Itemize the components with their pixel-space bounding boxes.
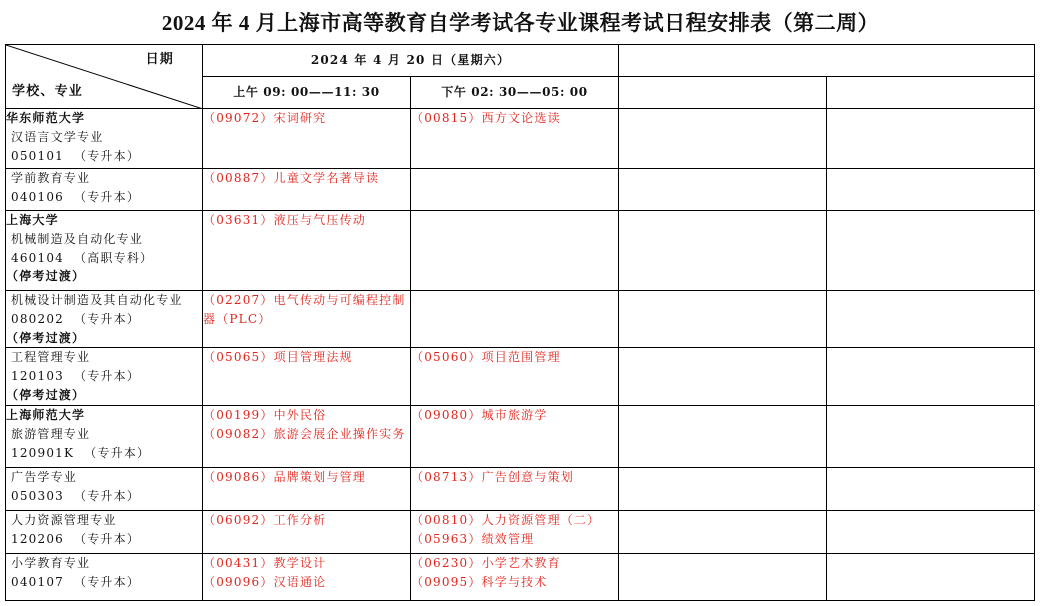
empty-cell: [827, 348, 1035, 406]
course-entry: （05060）项目范围管理: [411, 350, 561, 365]
empty-cell: [827, 468, 1035, 511]
school-axis-label: 学校、专业: [12, 84, 84, 100]
school-major-cell: [6, 468, 203, 511]
major-code-line: [11, 573, 202, 592]
header-row-date: [6, 45, 1035, 77]
school-major-cell: [6, 169, 203, 211]
afternoon-cell: [411, 406, 619, 468]
school-major-cell: [6, 109, 203, 169]
empty-cell: [827, 554, 1035, 601]
table-row: [6, 406, 1035, 468]
empty-cell: [619, 109, 827, 169]
empty-cell: [827, 291, 1035, 348]
morning-cell: [203, 109, 411, 169]
empty-cell: [619, 554, 827, 601]
major-code: 050101: [11, 148, 65, 163]
table-row: [6, 348, 1035, 406]
course-entry: （06230）小学艺术教育: [411, 556, 561, 571]
empty-cell: [619, 211, 827, 291]
table-row: [6, 109, 1035, 169]
afternoon-cell: [411, 291, 619, 348]
course-entry: （09096）汉语通论: [203, 575, 327, 590]
empty-cell: [619, 291, 827, 348]
empty-header-cell: [827, 77, 1035, 109]
major-code-line: [11, 487, 202, 506]
course-entry: （06092）工作分析: [203, 513, 327, 528]
major-level: （专升本）: [84, 445, 151, 460]
exam-date-header: 2024 年 4 月 20 日（星期六）: [203, 45, 619, 77]
morning-slot-header: 上午 09: 00——11: 30: [203, 77, 411, 109]
course-entry: （03631）液压与气压传动: [203, 213, 366, 227]
transition-note: （停考过渡）: [6, 269, 86, 284]
empty-cell: [619, 348, 827, 406]
table-row: [6, 169, 1035, 211]
course-entry: （09095）科学与技术: [411, 575, 548, 590]
course-entry: （09072）宋词研究: [203, 111, 327, 125]
empty-cell: [619, 511, 827, 554]
major-name: 旅游管理专业: [11, 427, 91, 442]
course-entry: （09086）品牌策划与管理: [203, 470, 366, 485]
major-name: 广告学专业: [11, 470, 78, 485]
major-level: （专升本）: [74, 189, 141, 204]
major-code-line: [11, 530, 202, 549]
major-level: （专升本）: [74, 575, 141, 590]
major-code: 050303: [11, 489, 65, 504]
course-entry: （00199）中外民俗: [203, 408, 327, 423]
empty-cell: [619, 468, 827, 511]
course-entry: （02207）电气传动与可编程控制器（PLC）: [203, 293, 406, 326]
transition-note: （停考过渡）: [6, 387, 86, 402]
major-code: 120103: [11, 369, 65, 384]
major-code: 040106: [11, 189, 65, 204]
school-name: 华东师范大学: [6, 111, 86, 125]
empty-cell: [827, 169, 1035, 211]
schedule-table: [5, 44, 1035, 601]
morning-cell: [203, 406, 411, 468]
major-level: （专升本）: [74, 489, 141, 504]
course-entry: （09080）城市旅游学: [411, 408, 548, 423]
major-name: 汉语言文学专业: [11, 129, 104, 144]
morning-cell: [203, 169, 411, 211]
empty-cell: [827, 406, 1035, 468]
school-name: 上海师范大学: [6, 408, 86, 423]
major-name: 小学教育专业: [11, 556, 91, 571]
empty-cell: [827, 511, 1035, 554]
empty-cell: [619, 406, 827, 468]
morning-cell: [203, 291, 411, 348]
page-title: 2024 年 4 月上海市高等教育自学考试各专业课程考试日程安排表（第二周）: [161, 11, 880, 35]
major-code: 120206: [11, 532, 65, 547]
course-entry: （08713）广告创意与策划: [411, 470, 574, 485]
course-entry: （00815）西方文论选读: [411, 111, 561, 125]
empty-cell: [619, 169, 827, 211]
major-code-line: [11, 367, 202, 386]
course-entry: （00431）教学设计: [203, 556, 327, 571]
major-level: （专升本）: [74, 148, 141, 163]
school-major-cell: [6, 406, 203, 468]
table-row: [6, 291, 1035, 348]
school-name: 上海大学: [6, 213, 59, 227]
table-row: [6, 211, 1035, 291]
school-major-cell: [6, 348, 203, 406]
course-entry: （05963）绩效管理: [411, 532, 535, 547]
afternoon-cell: [411, 109, 619, 169]
empty-cell: [827, 109, 1035, 169]
course-entry: （00887）儿童文学名著导读: [203, 171, 380, 185]
empty-cell: [827, 211, 1035, 291]
major-code-line: [11, 188, 202, 207]
major-code: 120901K: [11, 445, 75, 460]
morning-cell: [203, 511, 411, 554]
corner-header-cell: [6, 45, 203, 109]
transition-note: （停考过渡）: [6, 330, 86, 345]
course-entry: （09082）旅游会展企业操作实务: [203, 427, 406, 442]
date-axis-label: 日期: [145, 52, 174, 67]
afternoon-cell: [411, 211, 619, 291]
major-code: 080202: [11, 311, 65, 326]
major-code: 040107: [11, 575, 65, 590]
school-major-cell: [6, 511, 203, 554]
morning-cell: [203, 348, 411, 406]
major-code-line: [11, 444, 202, 463]
school-major-cell: [6, 211, 203, 291]
major-level: （专升本）: [74, 369, 141, 384]
major-name: 机械制造及自动化专业: [11, 231, 144, 246]
major-name: 机械设计制造及其自动化专业: [11, 293, 183, 307]
afternoon-cell: [411, 169, 619, 211]
major-code-line: [11, 249, 202, 268]
table-row: [6, 468, 1035, 511]
course-entry: （05065）项目管理法规: [203, 350, 353, 365]
empty-header-cell: [619, 77, 827, 109]
course-entry: （00810）人力资源管理（二）: [411, 513, 601, 528]
major-level: （专升本）: [74, 532, 141, 547]
afternoon-cell: [411, 554, 619, 601]
table-row: [6, 554, 1035, 601]
major-level: （专升本）: [74, 311, 141, 326]
morning-cell: [203, 468, 411, 511]
major-code-line: [11, 310, 202, 329]
afternoon-cell: [411, 511, 619, 554]
major-name: 工程管理专业: [11, 350, 91, 365]
afternoon-cell: [411, 468, 619, 511]
afternoon-cell: [411, 348, 619, 406]
empty-header-cell: [619, 45, 1035, 77]
morning-cell: [203, 211, 411, 291]
major-code-line: [11, 147, 202, 166]
school-major-cell: [6, 554, 203, 601]
school-major-cell: [6, 291, 203, 348]
major-code: 460104: [11, 250, 65, 265]
table-row: [6, 511, 1035, 554]
major-level: （高职专科）: [74, 250, 154, 265]
afternoon-slot-header: 下午 02: 30——05: 00: [411, 77, 619, 109]
morning-cell: [203, 554, 411, 601]
major-name: 学前教育专业: [11, 171, 91, 185]
major-name: 人力资源管理专业: [11, 513, 117, 528]
